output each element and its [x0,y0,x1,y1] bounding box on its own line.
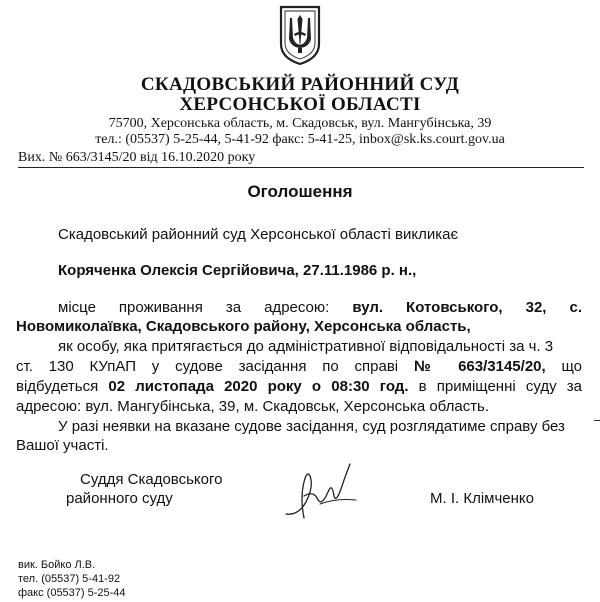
document-heading: Оголошення [247,182,353,201]
summons-line3 [16,377,582,396]
judge-title-line1: Суддя Скадовського [80,471,223,488]
summons-line3-a: відбудеться [16,378,109,395]
court-contacts: тел.: (05537) 5-25-44, 5-41-92 факс: 5-41-25, inbox@sk.ks.court.gov.ua [95,132,505,147]
executor-name: вик. Бойко Л.В. [18,559,96,571]
executor-phone: тел. (05537) 5-41-92 [18,573,121,585]
warning-line2: Вашої участі. [16,437,109,454]
outgoing-number: Вих. № 663/3145/20 від 16.10.2020 року [18,150,256,165]
summons-line4: адресою: вул. Мангубінська, 39, м. Скадовськ, Херсонська область. [16,398,490,415]
summons-line2-a: ст. 130 КУпАП у судове засідання по справі [16,358,414,375]
residence-line1 [58,298,582,317]
warning-line1: У разі неявки на вказане судове засідання, суд розглядатиме справу без [58,418,565,435]
residence-address-part1: вул. Котовського, 32, с. [352,299,582,316]
judge-name: М. І. Клімченко [430,490,534,507]
summons-line2 [16,357,582,376]
coat-of-arms-icon [278,4,322,66]
residence-address-part2: Новомиколаївка, Скадовського району, Херсонська область, [16,318,471,335]
intro-text: Скадовський районний суд Херсонської області викликає [58,226,459,243]
executor-fax: факс (05537) 5-25-44 [18,587,126,599]
hearing-datetime: 02 листопада 2020 року о 08:30 год. [108,378,409,395]
residence-prefix: місце проживання за адресою: [58,299,353,316]
header-divider [18,167,584,168]
handwritten-signature [280,456,366,522]
summons-line2-b: що [545,358,582,375]
court-name-line2: ХЕРСОНСЬКОЇ ОБЛАСТІ [179,94,421,115]
case-number: № 663/3145/20, [413,358,546,375]
summons-line3-b: в приміщенні суду за [408,378,582,395]
court-name-line1: СКАДОВСЬКИЙ РАЙОННИЙ СУД [140,74,460,95]
summoned-person: Коряченка Олексія Сергійовича, 27.11.1986 р. н., [58,262,417,279]
summons-line1: як особу, яка притягається до адміністративної відповідальності за ч. 3 [58,338,554,355]
margin-mark [594,420,600,421]
court-address: 75700, Херсонська область, м. Скадовськ, вул. Мангубінська, 39 [108,116,492,131]
judge-title-line2: районного суду [66,490,173,507]
